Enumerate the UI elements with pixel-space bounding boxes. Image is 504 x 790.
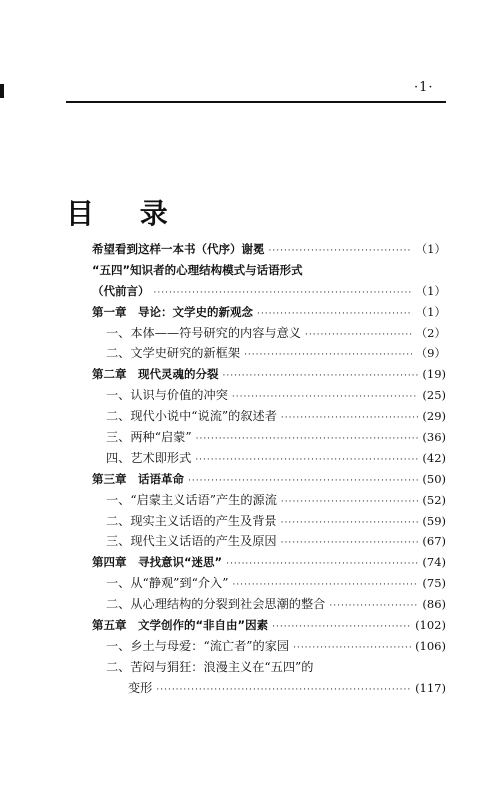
leader-dots bbox=[281, 533, 419, 554]
toc-entry-page: (75) bbox=[422, 576, 446, 591]
leader-dots bbox=[272, 617, 411, 638]
toc-section-entry bbox=[92, 573, 446, 594]
leader-dots bbox=[244, 345, 412, 366]
toc-entry-title: 第五章 文学创作的“非自由”因素 bbox=[92, 618, 269, 633]
toc-chapter-entry bbox=[92, 260, 446, 281]
toc-entry-title: 二、文学史研究的新框架 bbox=[106, 346, 241, 361]
header-rule bbox=[66, 101, 446, 103]
toc-entry-page: (29) bbox=[422, 409, 446, 424]
toc-entry-title: （代前言） bbox=[92, 283, 150, 298]
leader-dots bbox=[156, 680, 411, 701]
leader-dots bbox=[232, 575, 418, 596]
toc-entry-page: (117) bbox=[415, 680, 446, 695]
toc-entry-page: （1） bbox=[415, 242, 446, 256]
leader-dots bbox=[305, 325, 412, 346]
toc-entry-title: 四、艺术即形式 bbox=[106, 450, 192, 465]
toc-entry-title: 一、“启蒙主义话语”产生的源流 bbox=[106, 492, 277, 507]
toc-entry-title: 三、现代主义话语的产生及原因 bbox=[106, 534, 277, 549]
toc-section-entry bbox=[92, 490, 446, 511]
toc-chapter-entry bbox=[92, 615, 446, 636]
toc-entry-page: (86) bbox=[422, 597, 446, 612]
toc-entry-title: 第四章 寻找意识“迷思” bbox=[92, 555, 223, 570]
toc-entry-page: (42) bbox=[422, 450, 446, 465]
toc-section-entry bbox=[92, 385, 446, 406]
toc-entry-page: (106) bbox=[415, 638, 446, 653]
toc-section-entry bbox=[92, 448, 446, 469]
toc-chapter-entry bbox=[92, 552, 446, 573]
toc-section-entry bbox=[92, 636, 446, 657]
leader-dots bbox=[281, 492, 418, 513]
toc-entry-title: 一、认识与价值的冲突 bbox=[106, 388, 228, 403]
toc-entry-title: 一、从“静观”到“介入” bbox=[106, 576, 229, 591]
toc-entry-page: （1） bbox=[415, 304, 446, 319]
leader-dots bbox=[154, 283, 412, 304]
toc-entry-title: 第一章 导论：文学史的新观念 bbox=[92, 304, 253, 319]
leader-dots bbox=[257, 304, 412, 325]
toc-section-entry bbox=[92, 657, 446, 678]
toc-entry-page: (74) bbox=[422, 555, 446, 570]
toc-chapter-entry bbox=[92, 239, 446, 260]
toc-entry-title: 希望看到这样一本书（代序）谢冕 bbox=[92, 242, 265, 256]
toc-chapter-entry bbox=[92, 302, 446, 323]
toc-section-entry bbox=[92, 594, 446, 615]
leader-dots bbox=[329, 596, 418, 617]
toc-entry-page: (50) bbox=[422, 471, 446, 486]
toc-section-entry bbox=[92, 531, 446, 552]
toc-title: 目 录 bbox=[66, 197, 186, 230]
toc-entry-title: 二、苦闷与狷狂：浪漫主义在“五四”的 bbox=[106, 659, 314, 674]
leader-dots bbox=[195, 450, 418, 471]
leader-dots bbox=[188, 471, 418, 492]
leader-dots bbox=[293, 638, 411, 659]
toc-entry-page: （2） bbox=[415, 325, 446, 340]
toc-entry-page: (36) bbox=[422, 430, 446, 445]
toc-entry-page: （1） bbox=[415, 283, 446, 298]
leader-dots bbox=[281, 513, 419, 534]
toc-entry-title: 变形 bbox=[128, 680, 153, 695]
toc-entry-title: 二、现实主义话语的产生及背景 bbox=[106, 513, 277, 528]
leader-dots bbox=[223, 366, 419, 387]
toc-section-entry bbox=[92, 343, 446, 364]
toc-entry-title: 二、现代小说中“说流”的叙述者 bbox=[106, 409, 277, 424]
table-of-contents bbox=[92, 239, 446, 699]
toc-entry-page: (59) bbox=[422, 513, 446, 528]
toc-entry-page: （9） bbox=[415, 346, 446, 361]
toc-entry-title: 一、乡土与母爱：“流亡者”的家园 bbox=[106, 638, 290, 653]
toc-entry-title: 第二章 现代灵魂的分裂 bbox=[92, 367, 219, 382]
leader-dots bbox=[226, 554, 418, 575]
toc-entry-title: 二、从心理结构的分裂到社会思潮的整合 bbox=[106, 597, 326, 612]
toc-entry-title: 一、本体——符号研究的内容与意义 bbox=[106, 325, 301, 340]
toc-entry-title: “五四”知识者的心理结构模式与话语形式 bbox=[92, 262, 303, 277]
toc-section-entry bbox=[92, 511, 446, 532]
toc-entry-title: 第三章 话语革命 bbox=[92, 471, 184, 486]
toc-section-entry bbox=[92, 678, 446, 699]
toc-section-entry bbox=[92, 406, 446, 427]
toc-section-entry bbox=[92, 323, 446, 344]
toc-chapter-entry bbox=[92, 364, 446, 385]
toc-section-entry bbox=[92, 427, 446, 448]
toc-entry-page: (19) bbox=[422, 367, 446, 382]
toc-entry-page: (102) bbox=[415, 618, 446, 633]
toc-entry-page: (52) bbox=[422, 492, 446, 507]
toc-chapter-entry bbox=[92, 469, 446, 490]
toc-entry-page: (67) bbox=[422, 534, 446, 549]
toc-chapter-entry bbox=[92, 281, 446, 302]
page-number: ·1· bbox=[414, 80, 434, 95]
leader-dots bbox=[232, 387, 419, 408]
leader-dots bbox=[269, 241, 412, 262]
leader-dots bbox=[196, 429, 419, 450]
toc-entry-title: 三、两种“启蒙” bbox=[106, 430, 192, 445]
left-edge-mark bbox=[0, 84, 4, 98]
leader-dots bbox=[281, 408, 418, 429]
toc-entry-page: (25) bbox=[422, 388, 446, 403]
